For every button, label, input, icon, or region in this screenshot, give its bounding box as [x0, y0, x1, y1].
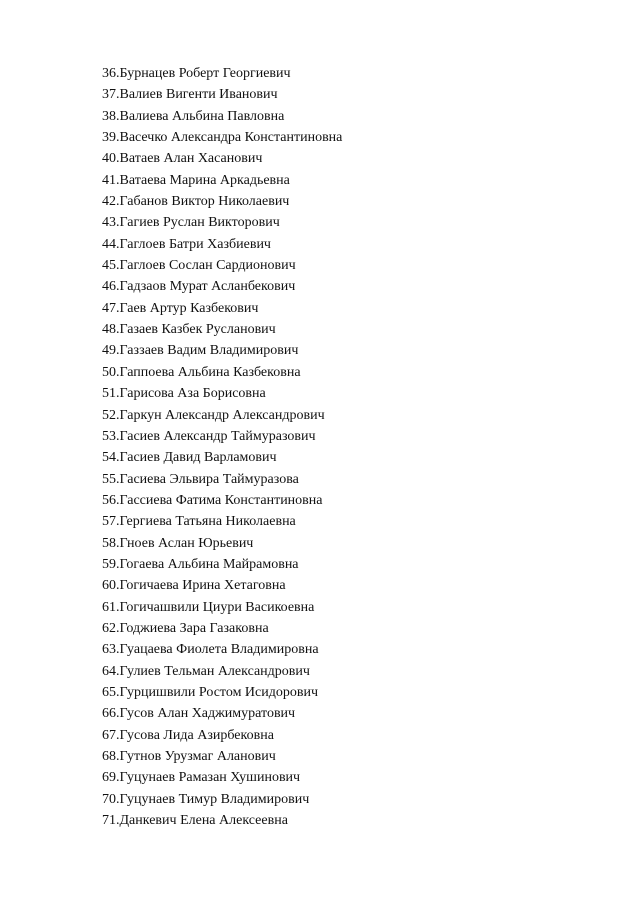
list-item: 44.Гаглоев Батри Хазбиевич — [102, 236, 271, 252]
list-item: 48.Газаев Казбек Русланович — [102, 322, 276, 338]
list-item: 54.Гасиев Давид Варламович — [102, 450, 277, 466]
list-item: 62.Годжиева Зара Газаковна — [102, 620, 269, 636]
list-item: 45.Гаглоев Сослан Сардионович — [102, 258, 296, 274]
list-item: 40.Ватаев Алан Хасанович — [102, 151, 263, 167]
list-item: 50.Гаппоева Альбина Казбековна — [102, 364, 301, 380]
name-list — [102, 63, 342, 831]
list-item: 39.Васечко Александра Константиновна — [102, 130, 343, 146]
list-item: 61.Гогичашвили Циури Васикоевна — [102, 599, 315, 615]
list-item: 57.Гергиева Татьяна Николаевна — [102, 514, 296, 530]
list-item: 51.Гарисова Аза Борисовна — [102, 386, 266, 402]
list-item: 43.Гагиев Руслан Викторович — [102, 215, 280, 231]
list-item: 56.Гассиева Фатима Константиновна — [102, 492, 323, 508]
list-item: 49.Газзаев Вадим Владимирович — [102, 343, 299, 359]
list-item: 71.Данкевич Елена Алексеевна — [102, 813, 288, 829]
list-item: 69.Гуцунаев Рамазан Хушинович — [102, 770, 301, 786]
list-item: 36.Бурнацев Роберт Георгиевич — [102, 66, 291, 81]
list-item: 47.Гаев Артур Казбекович — [102, 300, 259, 316]
list-item: 58.Гноев Аслан Юрьевич — [102, 535, 254, 551]
list-item: 66.Гусов Алан Хаджимуратович — [102, 706, 296, 722]
list-item: 70.Гуцунаев Тимур Владимирович — [102, 791, 310, 807]
list-item: 60.Гогичаева Ирина Хетаговна — [102, 578, 286, 594]
list-item: 65.Гурцишвили Ростом Исидорович — [102, 684, 319, 700]
list-item: 59.Гогаева Альбина Майрамовна — [102, 556, 299, 572]
list-item: 46.Гадзаов Мурат Асланбекович — [102, 279, 296, 295]
list-item: 37.Валиев Вигенти Иванович — [102, 87, 278, 103]
list-item: 55.Гасиева Эльвира Таймуразова — [102, 471, 299, 487]
list-item: 64.Гулиев Тельман Александрович — [102, 663, 310, 679]
list-item: 41.Ватаева Марина Аркадьевна — [102, 172, 290, 188]
list-item: 52.Гаркун Александр Александрович — [102, 407, 325, 423]
list-item: 42.Габанов Виктор Николаевич — [102, 194, 290, 210]
list-item: 68.Гутнов Урузмаг Аланович — [102, 749, 276, 764]
list-item: 63.Гуацаева Фиолета Владимировна — [102, 642, 319, 658]
list-item: 38.Валиева Альбина Павловна — [102, 108, 285, 124]
list-item: 67.Гусова Лида Азирбековна — [102, 727, 274, 743]
list-item: 53.Гасиев Александр Таймуразович — [102, 428, 316, 444]
